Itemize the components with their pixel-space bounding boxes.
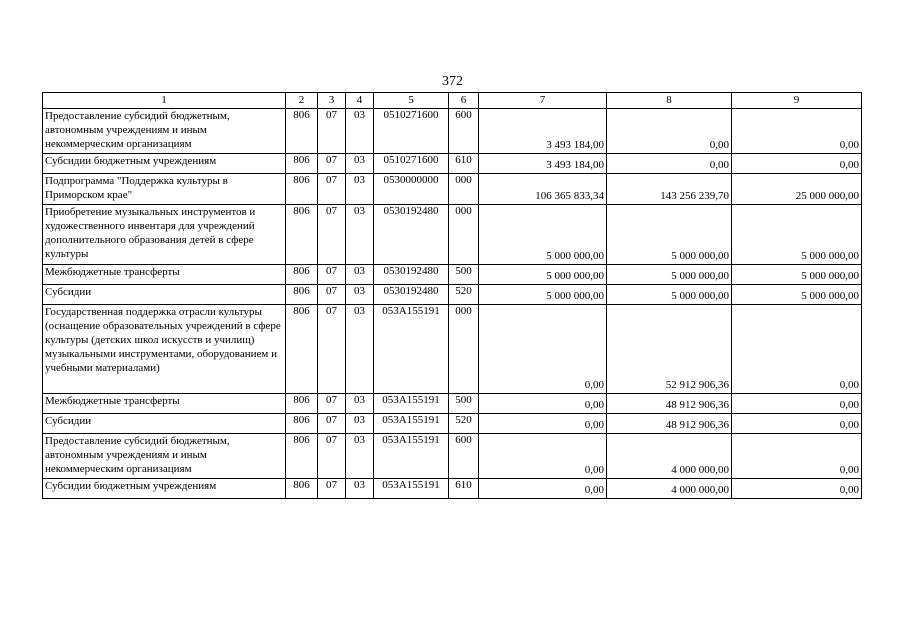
cell-c7: 0,00 xyxy=(479,305,607,394)
cell-c3: 07 xyxy=(318,174,346,205)
cell-c9: 25 000 000,00 xyxy=(732,174,862,205)
cell-c2: 806 xyxy=(286,434,318,479)
cell-c5: 0510271600 xyxy=(374,109,449,154)
column-header: 5 xyxy=(374,93,449,109)
table-row xyxy=(43,205,862,265)
row-name: Подпрограмма "Поддержка культуры в Приморском крае" xyxy=(43,174,286,205)
cell-c7: 0,00 xyxy=(479,479,607,499)
cell-c2: 806 xyxy=(286,154,318,174)
cell-c9: 0,00 xyxy=(732,154,862,174)
row-name: Межбюджетные трансферты xyxy=(43,394,286,414)
cell-c8: 0,00 xyxy=(607,109,732,154)
cell-c2: 806 xyxy=(286,174,318,205)
cell-c3: 07 xyxy=(318,414,346,434)
cell-c5: 053A155191 xyxy=(374,414,449,434)
cell-c9: 5 000 000,00 xyxy=(732,285,862,305)
cell-c2: 806 xyxy=(286,265,318,285)
cell-c5: 053A155191 xyxy=(374,394,449,414)
row-name: Приобретение музыкальных инструментов и художественного инвентаря для учреждений дополнительного образования детей в сфере культуры xyxy=(43,205,286,265)
cell-c5: 053A155191 xyxy=(374,305,449,394)
cell-c8: 52 912 906,36 xyxy=(607,305,732,394)
cell-c4: 03 xyxy=(346,305,374,394)
cell-c3: 07 xyxy=(318,434,346,479)
cell-c4: 03 xyxy=(346,205,374,265)
column-header: 3 xyxy=(318,93,346,109)
row-name: Государственная поддержка отрасли культуры (оснащение образовательных учреждений в сфере культуры (детских школ искусств и училищ) музыкальными инструментами, оборудованием и учебными материалами) xyxy=(43,305,286,394)
cell-c8: 143 256 239,70 xyxy=(607,174,732,205)
row-name: Предоставление субсидий бюджетным, автономным учреждениям и иным некоммерческим организациям xyxy=(43,434,286,479)
cell-c5: 0530192480 xyxy=(374,285,449,305)
cell-c6: 000 xyxy=(449,205,479,265)
cell-c7: 0,00 xyxy=(479,434,607,479)
column-header: 8 xyxy=(607,93,732,109)
cell-c9: 0,00 xyxy=(732,305,862,394)
cell-c3: 07 xyxy=(318,109,346,154)
row-name: Предоставление субсидий бюджетным, автономным учреждениям и иным некоммерческим организациям xyxy=(43,109,286,154)
table-row xyxy=(43,434,862,479)
cell-c6: 600 xyxy=(449,109,479,154)
cell-c4: 03 xyxy=(346,434,374,479)
cell-c5: 0530192480 xyxy=(374,205,449,265)
cell-c5: 053A155191 xyxy=(374,434,449,479)
column-header: 9 xyxy=(732,93,862,109)
cell-c4: 03 xyxy=(346,154,374,174)
cell-c3: 07 xyxy=(318,154,346,174)
cell-c6: 000 xyxy=(449,305,479,394)
cell-c6: 520 xyxy=(449,285,479,305)
cell-c9: 0,00 xyxy=(732,394,862,414)
cell-c6: 600 xyxy=(449,434,479,479)
cell-c5: 0510271600 xyxy=(374,154,449,174)
row-name: Субсидии бюджетным учреждениям xyxy=(43,154,286,174)
cell-c9: 0,00 xyxy=(732,414,862,434)
row-name: Субсидии бюджетным учреждениям xyxy=(43,479,286,499)
cell-c7: 0,00 xyxy=(479,414,607,434)
cell-c2: 806 xyxy=(286,479,318,499)
table-row xyxy=(43,265,862,285)
cell-c8: 48 912 906,36 xyxy=(607,394,732,414)
table-row xyxy=(43,414,862,434)
cell-c3: 07 xyxy=(318,394,346,414)
cell-c2: 806 xyxy=(286,285,318,305)
cell-c4: 03 xyxy=(346,174,374,205)
cell-c9: 0,00 xyxy=(732,109,862,154)
cell-c3: 07 xyxy=(318,265,346,285)
cell-c7: 3 493 184,00 xyxy=(479,154,607,174)
cell-c6: 610 xyxy=(449,479,479,499)
cell-c3: 07 xyxy=(318,205,346,265)
cell-c6: 610 xyxy=(449,154,479,174)
cell-c2: 806 xyxy=(286,205,318,265)
cell-c2: 806 xyxy=(286,394,318,414)
cell-c7: 0,00 xyxy=(479,394,607,414)
table-row xyxy=(43,174,862,205)
table-row xyxy=(43,479,862,499)
table-row xyxy=(43,394,862,414)
cell-c3: 07 xyxy=(318,479,346,499)
cell-c5: 0530192480 xyxy=(374,265,449,285)
cell-c3: 07 xyxy=(318,285,346,305)
cell-c4: 03 xyxy=(346,285,374,305)
cell-c4: 03 xyxy=(346,414,374,434)
cell-c9: 0,00 xyxy=(732,479,862,499)
column-header: 2 xyxy=(286,93,318,109)
cell-c6: 520 xyxy=(449,414,479,434)
cell-c4: 03 xyxy=(346,394,374,414)
cell-c7: 3 493 184,00 xyxy=(479,109,607,154)
table-row xyxy=(43,109,862,154)
table-row xyxy=(43,305,862,394)
row-name: Межбюджетные трансферты xyxy=(43,265,286,285)
cell-c2: 806 xyxy=(286,109,318,154)
cell-c9: 0,00 xyxy=(732,434,862,479)
column-header: 1 xyxy=(43,93,286,109)
cell-c7: 5 000 000,00 xyxy=(479,285,607,305)
cell-c6: 000 xyxy=(449,174,479,205)
cell-c9: 5 000 000,00 xyxy=(732,205,862,265)
row-name: Субсидии xyxy=(43,285,286,305)
cell-c8: 5 000 000,00 xyxy=(607,205,732,265)
cell-c8: 48 912 906,36 xyxy=(607,414,732,434)
cell-c8: 5 000 000,00 xyxy=(607,285,732,305)
table-row xyxy=(43,285,862,305)
cell-c3: 07 xyxy=(318,305,346,394)
cell-c8: 4 000 000,00 xyxy=(607,434,732,479)
cell-c7: 5 000 000,00 xyxy=(479,265,607,285)
cell-c7: 5 000 000,00 xyxy=(479,205,607,265)
row-name: Субсидии xyxy=(43,414,286,434)
cell-c2: 806 xyxy=(286,414,318,434)
column-header: 6 xyxy=(449,93,479,109)
cell-c4: 03 xyxy=(346,479,374,499)
cell-c4: 03 xyxy=(346,109,374,154)
cell-c6: 500 xyxy=(449,265,479,285)
table-row xyxy=(43,154,862,174)
column-header: 7 xyxy=(479,93,607,109)
cell-c7: 106 365 833,34 xyxy=(479,174,607,205)
cell-c6: 500 xyxy=(449,394,479,414)
page-number: 372 xyxy=(442,74,463,89)
cell-c8: 5 000 000,00 xyxy=(607,265,732,285)
table-header-row xyxy=(43,93,862,109)
cell-c8: 0,00 xyxy=(607,154,732,174)
column-header: 4 xyxy=(346,93,374,109)
cell-c4: 03 xyxy=(346,265,374,285)
cell-c5: 0530000000 xyxy=(374,174,449,205)
cell-c5: 053A155191 xyxy=(374,479,449,499)
budget-table xyxy=(42,92,862,499)
cell-c2: 806 xyxy=(286,305,318,394)
cell-c8: 4 000 000,00 xyxy=(607,479,732,499)
cell-c9: 5 000 000,00 xyxy=(732,265,862,285)
